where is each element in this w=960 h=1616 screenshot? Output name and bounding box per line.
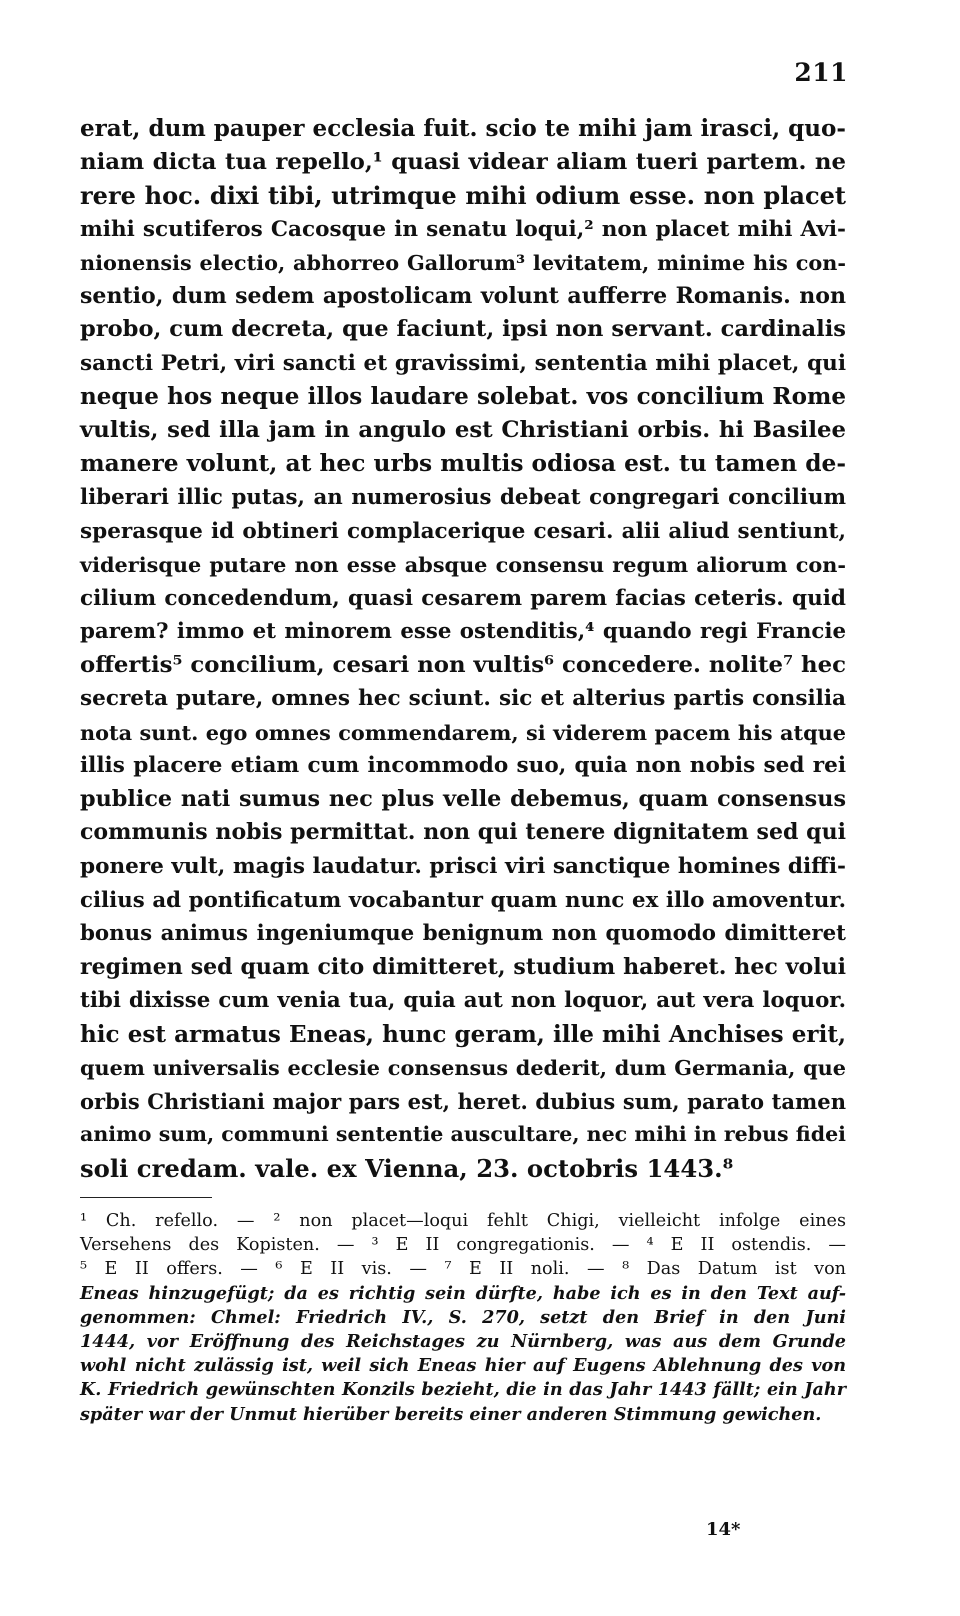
footnote-line: ¹ Ch. refello. — ² non placet—loqui fehlt Chigi, vielleicht infolge eines xyxy=(80,1211,846,1231)
footnote-line: ⁵ E II offers. — ⁶ E II vis. — ⁷ E II noli. — ⁸ Das Datum ist von xyxy=(80,1259,846,1280)
text-line: orbis Christiani major pars est, heret. dubius sum, parato tamen xyxy=(80,1088,846,1114)
text-line: secreta putare, omnes hec sciunt. sic et alterius partis consilia xyxy=(80,686,846,712)
text-line: bonus animus ingeniumque benignum non quomodo dimitteret xyxy=(80,921,846,947)
text-line: mihi scutiferos Cacosque in senatu loqui,² non placet mihi Avi- xyxy=(80,216,846,242)
letter-text xyxy=(80,112,846,1186)
text-line: publice nati sumus nec plus velle debemus, quam consensus xyxy=(80,785,846,812)
text-line: ponere vult, magis laudatur. prisci viri sanctique homines diffi- xyxy=(80,854,846,880)
text-line: probo, cum decreta, que faciunt, ipsi non servant. cardinalis xyxy=(80,316,846,343)
text-line: hic est armatus Eneas, hunc geram, ille mihi Anchises erit, xyxy=(80,1020,846,1048)
text-line: cilius ad pontificatum vocabantur quam nunc ex illo amoventur. xyxy=(80,887,846,913)
text-line: manere volunt, at hec urbs multis odiosa est. tu tamen de- xyxy=(80,450,846,478)
text-line: vultis, sed illa jam in angulo est Christiani orbis. hi Basilee xyxy=(80,416,846,443)
footnote-line: K. Friedrich gewünschten Konzils bezieht, die in das Jahr 1443 fällt; ein Jahr xyxy=(80,1379,846,1401)
text-line: liberari illic putas, an numerosius debeat congregari concilium xyxy=(80,485,846,511)
text-line: soli credam. vale. ex Vienna, 23. octobris 1443.⁸ xyxy=(80,1153,734,1183)
signature-mark: 14* xyxy=(706,1519,741,1540)
text-line: viderisque putare non esse absque consensu regum aliorum con- xyxy=(80,552,846,578)
footnote-line: Eneas hinzugefügt; da es richtig sein dürfte, habe ich es in den Text auf- xyxy=(80,1282,846,1304)
text-line: quem universalis ecclesie consensus dederit, dum Germania, que xyxy=(80,1055,846,1081)
footnote-line: später war der Unmut hierüber bereits einer anderen Stimmung gewichen. xyxy=(80,1403,822,1425)
footnotes xyxy=(80,1209,846,1427)
text-line: rere hoc. dixi tibi, utrimque mihi odium esse. non placet xyxy=(80,181,846,211)
text-line: sperasque id obtineri complacerique cesari. alii aliud sentiunt, xyxy=(80,518,846,544)
footnote-separator xyxy=(80,1197,212,1198)
text-line: offertis⁵ concilium, cesari non vultis⁶ concedere. nolite⁷ hec xyxy=(80,651,846,678)
footnote-line: wohl nicht zulässig ist, weil sich Eneas hier auf Eugens Ablehnung des von xyxy=(80,1355,846,1377)
text-line: tibi dixisse cum venia tua, quia aut non loquor, aut vera loquor. xyxy=(80,988,846,1014)
text-line: sentio, dum sedem apostolicam volunt aufferre Romanis. non xyxy=(80,282,846,309)
text-line: nionensis electio, abhorreo Gallorum³ levitatem, minime his con- xyxy=(80,250,846,276)
page-number: 211 xyxy=(794,58,848,87)
text-line: communis nobis permittat. non qui tenere dignitatem sed qui xyxy=(80,819,846,846)
text-line: neque hos neque illos laudare solebat. vos concilium Rome xyxy=(80,383,846,411)
text-line: erat, dum pauper ecclesia fuit. scio te mihi jam irasci, quo- xyxy=(80,115,846,142)
footnote-line: genommen: Chmel: Friedrich IV., S. 270, setzt den Brief in den Juni xyxy=(80,1306,846,1328)
text-line: animo sum, communi sententie auscultare, nec mihi in rebus fidei xyxy=(80,1122,846,1147)
text-line: sancti Petri, viri sancti et gravissimi, sententia mihi placet, qui xyxy=(80,350,846,376)
text-line: niam dicta tua repello,¹ quasi videar aliam tueri partem. ne xyxy=(80,148,846,175)
text-line: illis placere etiam cum incommodo suo, quia non nobis sed rei xyxy=(80,753,846,779)
text-line: cilium concedendum, quasi cesarem parem facias ceteris. quid xyxy=(80,585,846,611)
footnote-line: Versehens des Kopisten. — ³ E II congregationis. — ⁴ E II ostendis. — xyxy=(80,1235,846,1256)
text-line: regimen sed quam cito dimitteret, studium haberet. hec volui xyxy=(80,953,846,980)
text-line: parem? immo et minorem esse ostenditis,⁴ quando regi Francie xyxy=(80,619,846,645)
footnote-line: 1444, vor Eröffnung des Reichstages zu Nürnberg, was aus dem Grunde xyxy=(80,1330,846,1352)
text-line: nota sunt. ego omnes commendarem, si viderem pacem his atque xyxy=(80,719,846,745)
